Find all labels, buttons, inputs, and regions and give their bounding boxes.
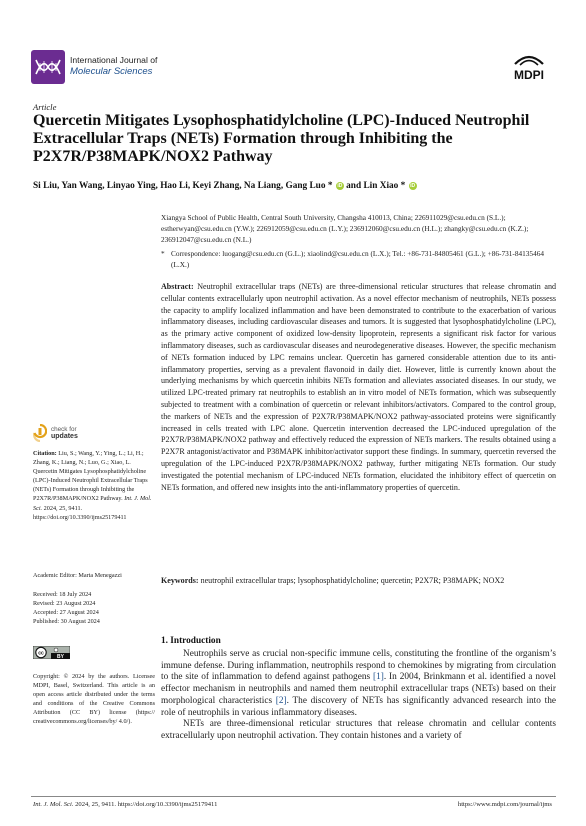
footer-citation — [33, 801, 217, 808]
journal-logo-icon — [31, 50, 65, 84]
introduction-text — [161, 649, 556, 743]
citation-journal: Int. J. Mol. Sci. — [33, 495, 152, 512]
citation-text: Liu, S.; Wang, Y.; Ying, L.; Li, H.; Zhang, K.; Liang, N.; Luo, G.; Xiao, L. Quercetin Mitigates Lysophosphatidylcholine (LPC)-Induced Neutrophil Extracellular Traps (NETs) Formation through Inhibiting the P2X7R/P38MAPK/NOX2 Pathway. — [33, 450, 148, 503]
cc-left-text: cc — [38, 650, 44, 657]
footer-citation-text[interactable]: 2024, 25, 9411. https://doi.org/10.3390/ijms25179411 — [73, 801, 218, 808]
journal-name — [70, 55, 157, 77]
orcid-icon[interactable] — [409, 182, 417, 190]
p1-text-a: Neutrophils serve as crucial non-specific immune cells, constituting the frontline of the organism’s immune defense. During inflammation, neutrophils respond to chemokines by migrating from circulation to the site of inflammation to defend against pathogens — [161, 649, 556, 683]
date-received: Received: 18 July 2024 — [33, 591, 92, 598]
check-for-updates-icon[interactable] — [33, 424, 47, 442]
orcid-glyph: iD — [410, 183, 416, 189]
cc-right-text: BY — [57, 654, 64, 659]
p1-text-c: . The discovery of NETs has significantly advanced research into the role of neutrophils in various inflammatory diseases. — [161, 695, 556, 718]
affiliation: Xiangya School of Public Health, Central South University, Changsha 410013, China; 226911029@csu.edu.cn (S.L.); estherwyan@csu.edu.cn (Y.W.); 226912059@csu.edu.cn (L.Y.); 236912060@csu.edu.cn (H.L.); zhangky@csu.edu.cn (K.Z.); 236912047@csu.edu.cn (N.L.) — [161, 213, 529, 244]
reference-link-2[interactable]: [2] — [275, 695, 287, 706]
check-for-updates[interactable] — [51, 426, 78, 441]
date-accepted: Accepted: 27 August 2024 — [33, 609, 99, 617]
journal-name-line2: Molecular Sciences — [70, 66, 153, 77]
date-published: Published: 30 August 2024 — [33, 618, 100, 626]
abstract — [161, 281, 556, 493]
footer-journal-url[interactable]: https://www.mdpi.com/journal/ijms — [457, 801, 552, 808]
cc-by-license-icon[interactable] — [33, 646, 70, 659]
orcid-icon[interactable] — [336, 182, 344, 190]
authors-part1: Si Liu, Yan Wang, Linyao Ying, Hao Li, Keyi Zhang, Na Liang, Gang Luo * — [33, 181, 333, 191]
keywords-text: neutrophil extracellular traps; lysophosphatidylcholine; quercetin; P2X7R; P38MAPK; NOX2 — [200, 576, 505, 585]
abstract-label: Abstract: — [161, 282, 194, 291]
correspondence-text: Correspondence: luogang@csu.edu.cn (G.L.); xiaolind@csu.edu.cn (L.X.); Tel.: +86-731-84805461 (G.L.); +86-731-84135464 (L.X.) — [171, 249, 545, 269]
keywords-label: Keywords: — [161, 576, 199, 585]
article-type: Article — [33, 102, 57, 112]
authors-part2: and Lin Xiao * — [346, 181, 406, 191]
correspondence-bullet: * — [161, 249, 165, 258]
check-line1: check for — [51, 426, 77, 433]
p1-text-b: . In 2004, Brinkmann et al. identified a novel effector mechanism in neutrophils and named them neutrophil extracellular traps (NETs) based on their morphological characteristics — [161, 672, 556, 706]
citation-block — [33, 449, 155, 522]
footer-divider — [31, 796, 556, 797]
article-title: Quercetin Mitigates Lysophosphatidylcholine (LPC)-Induced Neutrophil Extracellular Traps (NETs) Formation through Inhibiting the P2X7R/P38MAPK/NOX2 Pathway — [33, 112, 530, 165]
footer-journal: Int. J. Mol. Sci. — [33, 801, 74, 808]
paragraph-1 — [161, 649, 556, 719]
reference-link-1[interactable]: [1] — [372, 672, 384, 683]
section-title: 1. Introduction — [161, 636, 221, 646]
abstract-text: Neutrophil extracellular traps (NETs) are three-dimensional reticular structures that release chromatin and cellular contents extracellularly upon neutrophil activation. As a novel effector mechanism of neutrophils, NETs possess the capacity to amplify localized inflammation and have been demonstrated to contribute to the exacerbation of various inflammatory diseases, including cardiovascular diseases and tumors. It is suggested that lysophosphatidylcholine (LPC), as the primary active component of oxidized low-density lipoprotein, represents a significant risk factor for various inflammatory diseases, such as cardiovascular diseases and neurodegenerative diseases. However, the specific mechanism of NETs formation induced by LPC remains unclear. Quercetin has garnered considerable attention due to its anti-inflammatory properties, serving as a prevalent flavonoid in daily diet. However, little is currently known about the underlying mechanisms by which quercetin inhibits NETs formation and alleviates associated diseases. In our study, we utilized LPC-treated primary rat neutrophils to establish an in vitro model of NETs formation, which was subsequently subjected to treatment with a combination of quercetin or relevant inhibitors/activators. Compared to the control group, the markers of NETs and the expression of P2X7R/P38MAPK/NOX2 pathway-associated proteins were significantly increased in cells treated with LPC alone. Quercetin intervention decreased the LPC-induced upregulation of the P2X7R/P38MAPK/NOX2 pathway and effectively reduced the expression of NETs markers. The results obtained using a P2X7R antagonist/activator and P38MAPK inhibitor/activator support these findings. In summary, quercetin reversed the upregulation of the LPC-induced P2X7R/P38MAPK/NOX2 pathway, further mitigating NETs formation. Our study investigated the potential mechanism of LPC-induced NETs formation, elucidated the inhibitory effect of quercetin on NETs formation, and offered new insights into the anti-inflammatory properties of quercetin. — [161, 282, 557, 492]
mdpi-logo-text: MDPI — [514, 68, 544, 82]
academic-editor: Academic Editor: Marta Menegazzi — [33, 572, 122, 579]
paragraph-2: NETs are three-dimensional reticular structures that release chromatin and cellular contents extracellularly upon neutrophil activation. They contain histones and a variety of — [161, 719, 556, 741]
author-list — [33, 181, 558, 191]
check-line2: updates — [51, 433, 78, 441]
citation-label: Citation: — [33, 450, 57, 457]
keywords — [161, 575, 556, 587]
date-revised: Revised: 23 August 2024 — [33, 600, 96, 608]
mdpi-logo-icon — [505, 52, 553, 86]
journal-name-line1: International Journal of — [70, 55, 158, 65]
citation-ref[interactable]: 2024, 25, 9411. https://doi.org/10.3390/ijms25179411 — [33, 504, 127, 521]
orcid-glyph: iD — [337, 183, 343, 189]
copyright-notice: Copyright: © 2024 by the authors. Licensee MDPI, Basel, Switzerland. This article is an open access article distributed under the terms and conditions of the Creative Commons Attribution (CC BY) license (https:// creativecommons.org/licenses/by/ 4.0/). — [33, 673, 155, 726]
publication-dates — [33, 590, 155, 626]
correspondence — [161, 248, 556, 270]
